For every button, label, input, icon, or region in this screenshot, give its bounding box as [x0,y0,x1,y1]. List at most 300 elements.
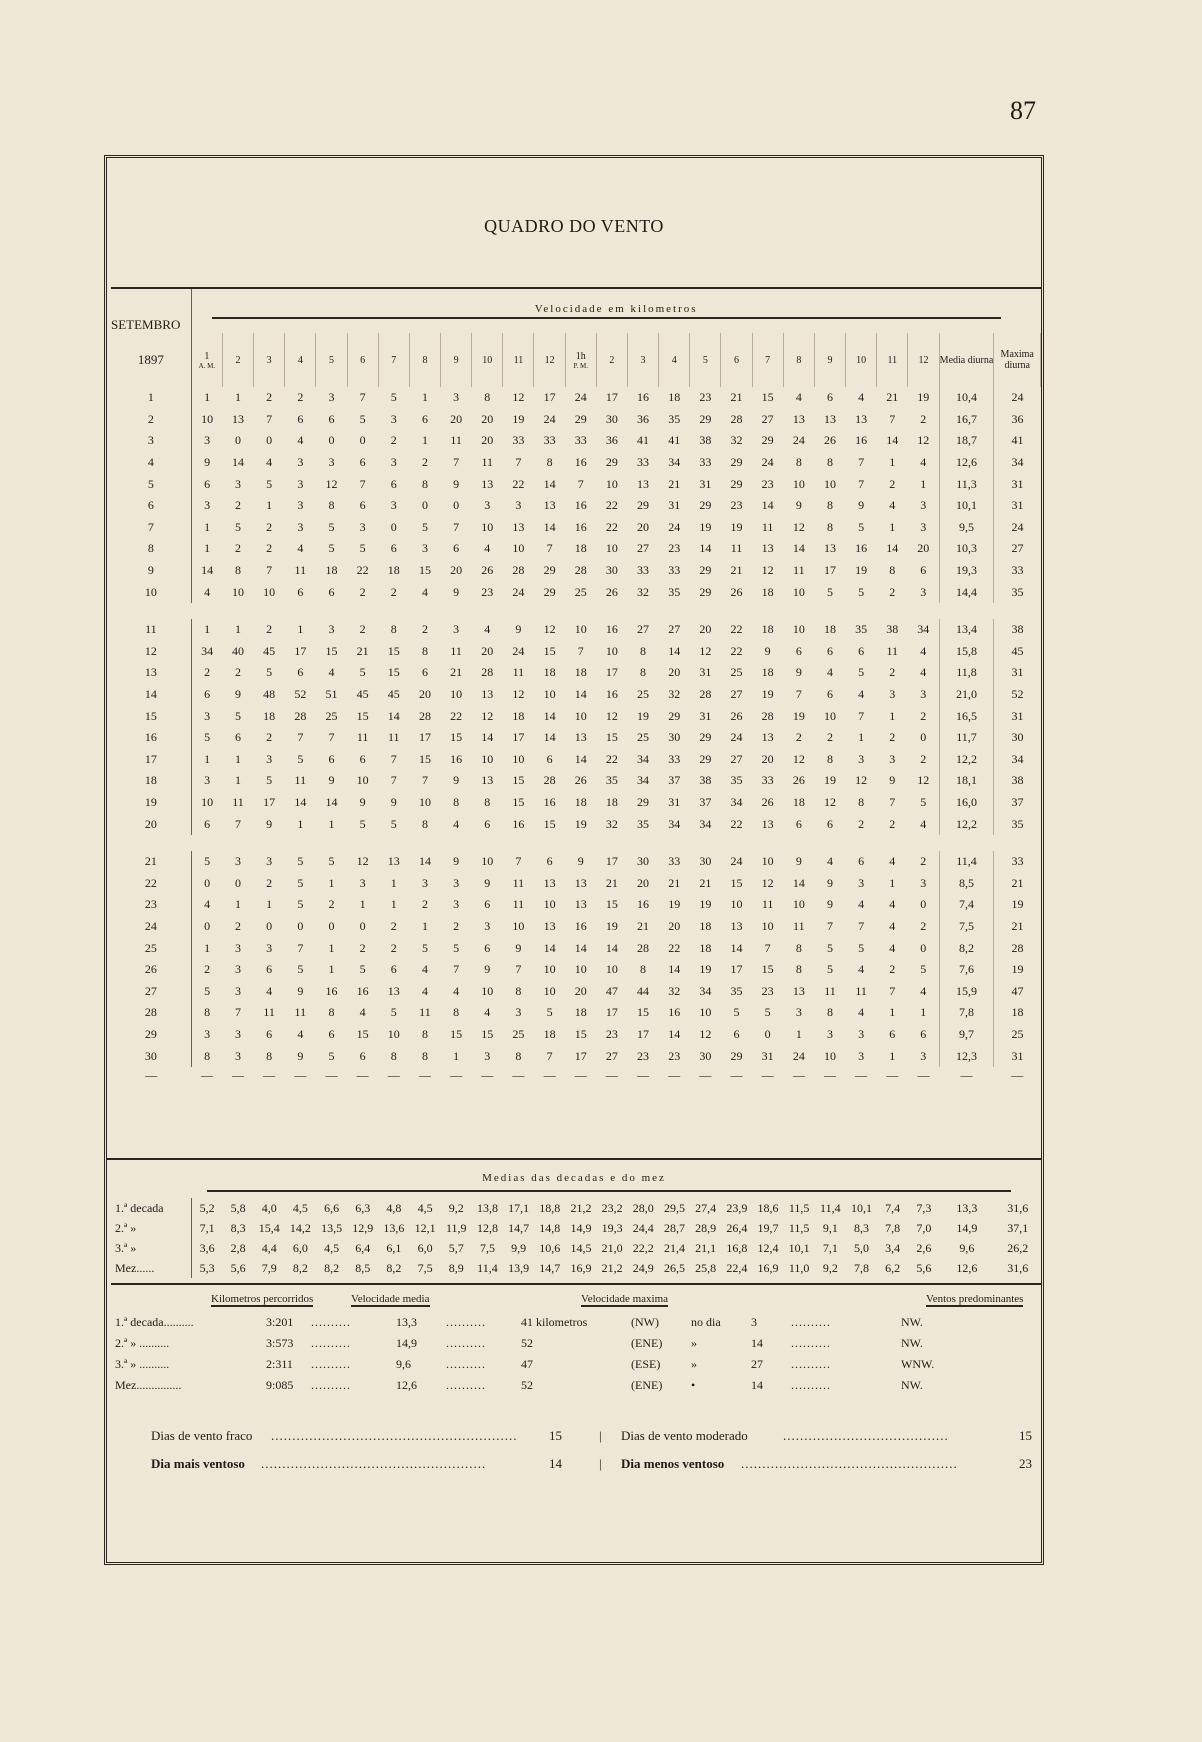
hour-value: 5 [266,476,273,491]
hour-value: 9 [328,773,335,788]
menos-label: Dia menos ventoso [621,1456,725,1471]
hour-value: 6 [908,560,939,582]
hour-value: 12 [792,519,805,534]
hour-value: 14 [886,433,899,448]
hour-value: 16 [325,983,338,998]
hour-value: 34 [668,816,681,831]
hour-value: 17 [605,390,618,405]
hour-value: 10 [574,962,587,977]
media-diurna-value: 7,4 [939,894,994,916]
hour-value: 10 [356,773,369,788]
hour-value: 4 [908,813,939,835]
summary-dir: (ENE) [631,1378,663,1392]
hour-value: 13 [574,897,587,912]
hour-value: 8 [390,1048,397,1063]
hour-value: 8 [515,1048,522,1063]
hour-value: 14 [730,940,743,955]
means-value: 10,6 [539,1240,561,1255]
hour-value: 32 [637,584,650,599]
means-value: 5,6 [916,1260,932,1275]
means-value: 6,4 [355,1240,371,1255]
hour-value: 28 [543,773,556,788]
hour-value: 3 [826,1026,833,1041]
hour-value: 14 [543,476,556,491]
hour-value: 12 [908,770,939,792]
hour-value: 3 [266,940,273,955]
hour-value: 31 [668,498,681,513]
means-value: 13,5 [321,1220,343,1235]
hour-value: 4 [266,455,273,470]
hour-value: 8 [826,1005,833,1020]
hour-value: 21 [356,643,369,658]
hour-value: 41 [668,433,681,448]
table-row [111,705,1041,727]
hour-value: 30 [605,563,618,578]
hour-value: 25 [730,665,743,680]
hour-value: 0 [266,918,273,933]
hour-value: 11 [294,773,307,788]
means-value: 21,2 [601,1260,623,1275]
hour-value: 11 [512,665,525,680]
hour-value: 3 [908,872,939,894]
media-diurna-value: 10,4 [939,387,994,409]
hour-value: 7 [266,563,273,578]
hour-value: 1 [266,897,273,912]
hour-value: 3 [204,433,211,448]
hour-value: 21 [730,563,743,578]
means-value: 4,5 [292,1200,308,1215]
summary-label: 2.ª » .......... [115,1336,170,1350]
hour-value: 2 [235,665,241,680]
day-number: 10 [111,581,191,603]
means-value: 11,4 [477,1260,498,1275]
dash-cell: — [543,1068,556,1083]
hour-value: 16 [668,1005,681,1020]
hour-value: 4 [484,541,491,556]
hour-value: 21 [730,390,743,405]
hour-value: 3 [515,498,522,513]
hour-value: 5 [858,940,865,955]
hour-value: 24 [761,455,774,470]
hour-value: 3 [390,455,397,470]
media-diurna-value: 16,5 [939,705,994,727]
hour-value: 14 [792,541,805,556]
hour-value: 26 [730,708,743,723]
hour-value: 1 [889,708,896,723]
hour-value: 24 [792,1048,805,1063]
means-value: 3,6 [199,1240,215,1255]
hour-value: 12 [356,854,369,869]
hour-value: 14 [574,687,587,702]
hour-value: 10 [730,897,743,912]
hour-value: 2 [390,918,397,933]
hour-value: 19 [761,687,774,702]
hour-value: 8 [421,643,428,658]
hour-value: 10 [481,519,494,534]
hour-header-am-8: 8 [409,333,440,387]
table-row [111,813,1041,835]
hour-value: 11 [761,897,774,912]
pm-label: P. M. [573,361,589,370]
hour-value: 0 [235,433,241,448]
hour-value: 18 [387,563,400,578]
hour-value: 30 [699,1048,712,1063]
hour-value: 1 [328,962,335,977]
means-value: 7,1 [822,1240,838,1255]
hour-value: 3 [204,773,211,788]
means-value: 7,5 [417,1260,433,1275]
hour-value: 28 [761,708,774,723]
dash-cell: — [605,1068,618,1083]
hour-value: 14 [543,708,556,723]
summary-row: Mez............... 9:085 12,6 52 (ENE) • 14 NW. .......... .......... .......... [115,1378,923,1392]
hour-value: 24 [512,584,525,599]
hour-value: 41 [637,433,650,448]
hour-value: 5 [266,773,273,788]
hour-value: 33 [637,455,650,470]
hour-value: 5 [359,411,366,426]
hour-value: 6 [795,643,802,658]
hour-value: 7 [515,455,522,470]
hour-value: 14 [886,541,899,556]
hour-value: 3 [889,687,896,702]
media-diurna-value: 15,9 [939,980,994,1002]
velocity-group-header [191,288,1040,333]
means-value: 8,9 [448,1260,464,1275]
means-value: 5,0 [854,1240,869,1255]
hour-value: 3 [297,498,304,513]
means-value: 16,9 [570,1260,592,1275]
hour-value: 17 [543,390,556,405]
hour-value: 36 [637,411,650,426]
hour-value: 29 [574,411,587,426]
means-value: 13,9 [508,1260,530,1275]
hour-value: 0 [390,519,397,534]
hour-value: 6 [297,584,304,599]
hour-value: 5 [908,959,939,981]
hour-value: 34 [668,455,681,470]
hour-value: 3 [390,498,397,513]
means-value: 27,4 [695,1200,717,1215]
hour-value: 4 [858,687,865,702]
hour-value: 9 [795,498,802,513]
hour-value: 6 [826,816,833,831]
hour-value: 8 [484,390,491,405]
hour-value: 5 [204,854,211,869]
hour-value: 0 [908,727,939,749]
summary-km: 3:573 [266,1336,294,1350]
hour-value: 3 [515,1005,522,1020]
hour-value: 17 [605,665,618,680]
hour-value: 29 [699,730,712,745]
summary-dia: 3 [751,1315,757,1329]
maxima-diurna-value: 33 [1011,854,1024,869]
hour-header-pm-11: 11 [877,333,908,387]
hour-value: 24 [730,854,743,869]
maxima-diurna-value: 18 [1011,1005,1024,1020]
hour-header-pm-6: 6 [721,333,752,387]
hour-value: 10 [823,476,836,491]
hour-value: 11 [419,1005,431,1020]
means-value: 17,1 [508,1200,530,1215]
means-row-label: 3.ª » [111,1238,191,1258]
hour-value: 20 [668,665,681,680]
hour-header-am-12: 12 [534,333,565,387]
hour-value: 10 [543,962,556,977]
hour-value: 5 [359,541,366,556]
hour-value: 13 [481,687,494,702]
hour-value: 33 [699,455,712,470]
hour-value: 29 [730,455,743,470]
hour-value: 34 [637,773,650,788]
hour-value: 8 [453,794,460,809]
table-row [111,409,1041,431]
hour-value: 25 [325,708,338,723]
moderado-label: Dias de vento moderado [621,1428,748,1443]
means-value: 28,0 [632,1200,654,1215]
hour-value: 29 [637,498,650,513]
means-row [111,1258,1041,1278]
hour-value: 3 [328,455,335,470]
hour-value: 30 [699,854,712,869]
hour-value: 26 [574,773,587,788]
hour-value: 5 [328,854,335,869]
hour-value: 3 [204,1026,211,1041]
hour-value: 10 [823,1048,836,1063]
hour-value: 15 [418,563,431,578]
means-value: 9,9 [511,1240,527,1255]
hour-value: 7 [826,918,833,933]
hour-value: 12 [481,708,494,723]
means-value: 16,9 [757,1260,779,1275]
means-value: 13,3 [956,1200,978,1215]
hour-value: 28 [574,563,587,578]
hour-value: 29 [699,498,712,513]
hour-value: 19 [512,411,525,426]
hour-value: 1 [328,875,335,890]
day-number: 12 [111,641,191,663]
hour-value: 33 [668,854,681,869]
hour-value: 35 [668,584,681,599]
hour-value: 0 [328,918,335,933]
hour-value: 6 [858,643,865,658]
media-diurna-value: 12,6 [939,452,994,474]
summary-vento: NW. [901,1378,923,1392]
hour-value: 8 [546,455,553,470]
hour-value: 6 [359,498,366,513]
day-number: 13 [111,662,191,684]
hour-value: 26 [761,794,774,809]
means-value: 11,4 [820,1200,841,1215]
maxima-diurna-value: 36 [1011,411,1024,426]
hour-value: 9 [297,983,304,998]
hour-value: 0 [908,937,939,959]
hour-value: 7 [858,455,865,470]
hour-value: 0 [235,875,241,890]
dash-cell: — [668,1068,681,1083]
hour-value: 6 [359,1048,366,1063]
hour-value: 1 [421,918,428,933]
hour-value: 10 [543,897,556,912]
dash-cell: — [232,1068,244,1083]
hour-value: 27 [761,411,774,426]
hour-value: 21 [699,875,712,890]
hour-value: 10 [792,897,805,912]
hour-value: 15 [356,1026,369,1041]
hour-value: 24 [730,730,743,745]
hour-header-am-5: 5 [316,333,347,387]
media-diurna-value: 12,3 [939,1045,994,1067]
means-value: 14,9 [956,1220,978,1235]
hour-value: 8 [484,794,491,809]
table-row [111,641,1041,663]
hour-value: 9 [795,665,802,680]
hour-value: 4 [421,962,428,977]
hour-value: 34 [699,983,712,998]
dash-cell: — [512,1068,525,1083]
dash-cell: — [699,1068,712,1083]
hour-value: 10 [201,794,214,809]
maxima-diurna-value: 47 [1011,983,1024,998]
hour-value: 24 [512,643,525,658]
hour-value: 8 [826,498,833,513]
hour-value: 14 [481,730,494,745]
hour-value: 20 [699,622,712,637]
hour-value: 11 [855,983,867,998]
hour-value: 15 [356,708,369,723]
dash-cell: — [325,1068,338,1083]
dash-cell: — [637,1068,650,1083]
hour-value: 3 [328,390,335,405]
hour-header-am-11: 11 [503,333,534,387]
hour-value: 13 [574,730,587,745]
hour-value: 7 [235,1005,241,1020]
table-row [111,538,1041,560]
means-value: 5,6 [230,1260,246,1275]
hour-value: 28 [294,708,307,723]
hour-value: 8 [453,1005,460,1020]
hour-value: 5 [826,940,833,955]
media-diurna-value: 21,0 [939,684,994,706]
hour-value: 18 [761,584,774,599]
hour-value: 20 [481,433,494,448]
media-diurna-value: 8,2 [939,937,994,959]
hour-value: 10 [761,854,774,869]
hour-header-am-9: 9 [441,333,472,387]
table-row [111,581,1041,603]
hour-value: 7 [390,751,397,766]
hour-value: 13 [823,411,836,426]
hour-value: 28 [730,411,743,426]
hour-value: 15 [730,875,743,890]
maxima-diurna-value: 35 [1011,816,1024,831]
hour-value: 11 [512,897,525,912]
maxima-diurna-value: 34 [1011,455,1024,470]
hour-value: 2 [908,705,939,727]
hour-value: 23 [481,584,494,599]
hour-value: 3 [421,875,428,890]
day-number: 16 [111,727,191,749]
hour-value: 19 [699,962,712,977]
hour-value: 14 [387,708,400,723]
means-value: 8,3 [230,1220,246,1235]
hour-value: 19 [637,708,650,723]
hour-value: 5 [297,875,304,890]
hour-value: 24 [792,433,805,448]
hour-value: 9 [297,1048,304,1063]
table-row [111,872,1041,894]
hour-value: 18 [543,1026,556,1041]
hour-value: 1 [908,1002,939,1024]
hour-value: 14 [699,541,712,556]
hour-value: 7 [546,541,553,556]
hour-value: 2 [297,390,304,405]
dash-cell: — [960,1068,973,1083]
means-value: 15,4 [258,1220,280,1235]
hour-value: 33 [761,773,774,788]
hour-value: 25 [637,687,650,702]
page-number: 87 [1010,96,1036,125]
table-row [111,473,1041,495]
hour-value: 33 [668,751,681,766]
hourly-wind-table [111,287,1041,1085]
day-number: 20 [111,813,191,835]
means-value: 2,6 [916,1240,932,1255]
hour-header-pm-8: 8 [783,333,814,387]
dash-cell: — [792,1068,805,1083]
means-value: 13,6 [383,1220,405,1235]
hour-value: 9 [484,962,491,977]
hour-value: 13 [730,918,743,933]
hour-value: 2 [235,918,241,933]
hour-value: 20 [637,875,650,890]
means-value: 28,9 [695,1220,717,1235]
hour-value: 4 [858,390,865,405]
hour-value: 3 [235,940,241,955]
means-value: 7,5 [479,1240,495,1255]
hour-value: 9 [889,773,896,788]
hour-value: 17 [512,730,525,745]
hour-value: 14 [543,940,556,955]
means-value: 14,8 [539,1220,561,1235]
table-row [111,959,1041,981]
hour-value: 12 [823,794,836,809]
hour-value: 2 [359,622,366,637]
hour-value: 12 [855,773,868,788]
hour-value: 8 [204,1005,211,1020]
hour-header-am-10: 10 [472,333,503,387]
hour-value: 13 [792,983,805,998]
summary-dia-label: no dia [691,1315,721,1329]
hour-value: 1 [889,519,896,534]
day-number: 18 [111,770,191,792]
hour-value: 38 [699,773,712,788]
means-value: 28,7 [663,1220,685,1235]
means-value: 12,9 [352,1220,374,1235]
hour-value: 2 [266,622,273,637]
hour-value: 21 [450,665,463,680]
dash-cell: — [294,1068,307,1083]
means-value: 12,4 [757,1240,779,1255]
hour-value: 13 [543,498,556,513]
hour-value: 4 [889,918,896,933]
hour-value: 0 [204,875,211,890]
hour-value: 32 [605,816,618,831]
hour-value: 15 [574,1026,587,1041]
hour-value: 21 [668,875,681,890]
ventos-header: Ventos predominantes [926,1293,1024,1305]
means-value: 8,5 [355,1260,371,1275]
